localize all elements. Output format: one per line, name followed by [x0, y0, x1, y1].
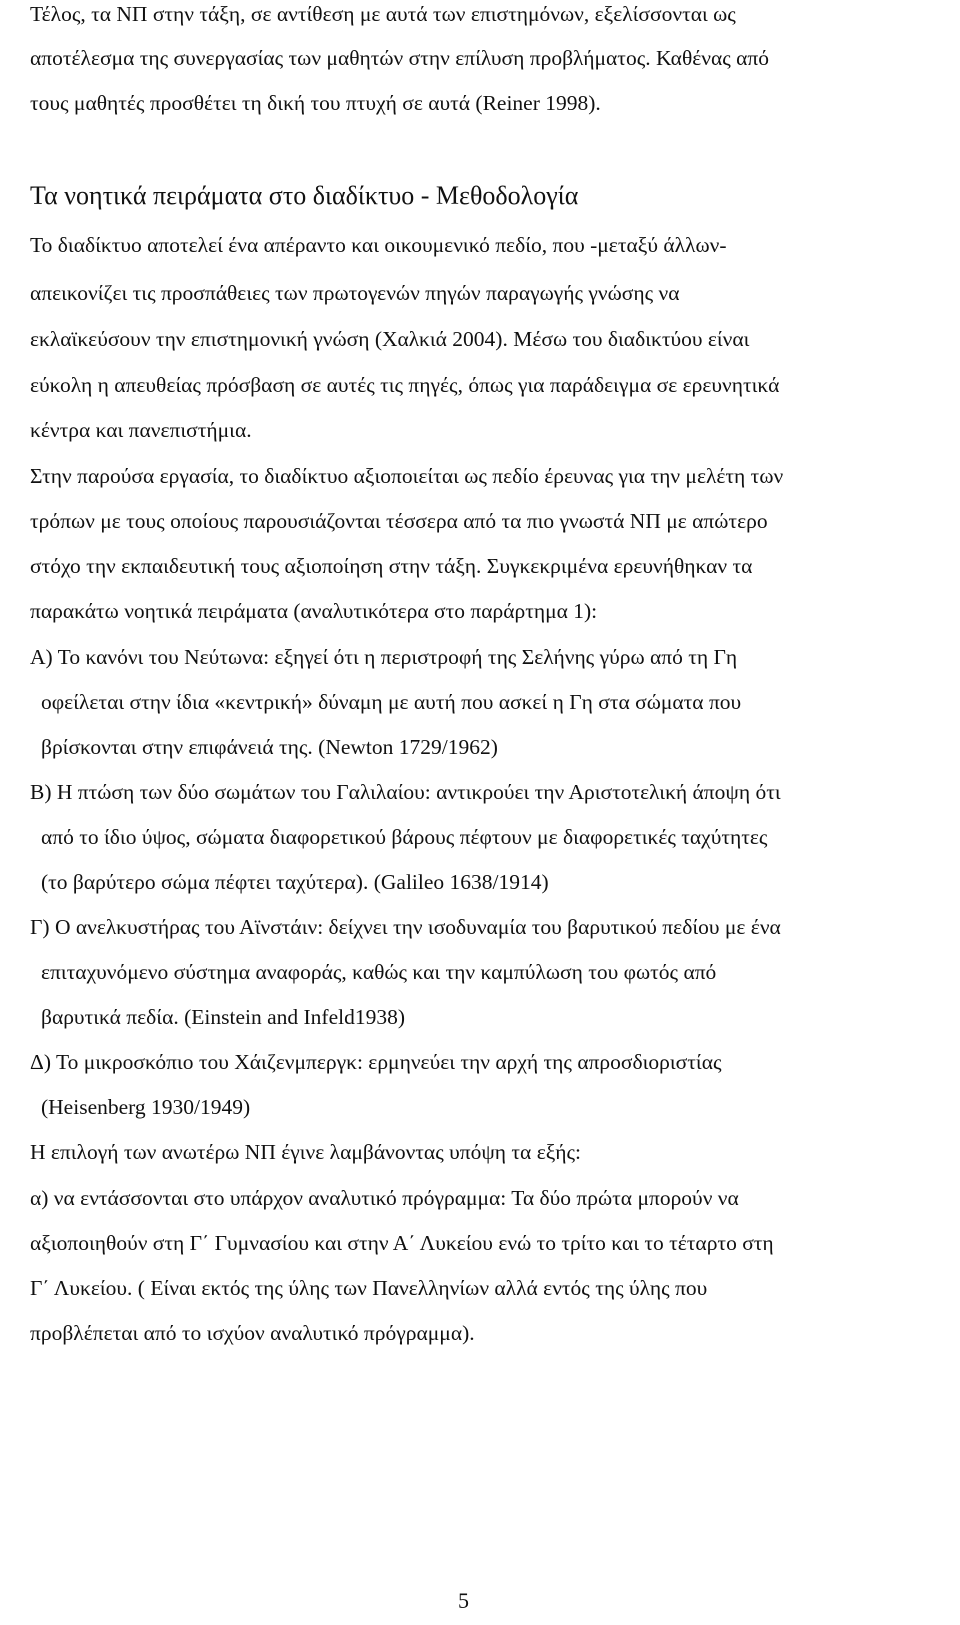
- paragraph1-line-4: εύκολη η απευθείας πρόσβαση σε αυτές τις πηγές, όπως για παράδειγμα σε ερευνητικά: [30, 373, 780, 397]
- paragraph3-line-2: α) να εντάσσονται στο υπάρχον αναλυτικό πρόγραμμα: Τα δύο πρώτα μπορούν να: [30, 1186, 739, 1210]
- list-item-d-line-2: (Heisenberg 1930/1949): [41, 1095, 251, 1119]
- paragraph1-line-5: κέντρα και πανεπιστήμια.: [30, 418, 252, 442]
- list-item-b-line-1: Β) Η πτώση των δύο σωμάτων του Γαλιλαίου: αντικρούει την Αριστοτελική άποψη ότι: [30, 780, 781, 804]
- paragraph2-line-3: στόχο την εκπαιδευτική τους αξιοποίηση στην τάξη. Συγκεκριμένα ερευνήθηκαν τα: [30, 554, 753, 578]
- paragraph1-line-1: Το διαδίκτυο αποτελεί ένα απέραντο και οικουμενικό πεδίο, που -μεταξύ άλλων-: [30, 233, 727, 257]
- intro-line-1: Τέλος, τα ΝΠ στην τάξη, σε αντίθεση με αυτά των επιστημόνων, εξελίσσονται ως: [30, 2, 736, 26]
- list-item-a-line-1: Α) Το κανόνι του Νεύτωνα: εξηγεί ότι η περιστροφή της Σελήνης γύρω από τη Γη: [30, 645, 738, 669]
- list-item-d-line-1: Δ) Το μικροσκόπιο του Χάιζενμπεργκ: ερμηνεύει την αρχή της απροσδιοριστίας: [30, 1050, 722, 1074]
- section-heading: Τα νοητικά πειράματα στο διαδίκτυο - Μεθοδολογία: [30, 181, 579, 210]
- paragraph2-line-1: Στην παρούσα εργασία, το διαδίκτυο αξιοποιείται ως πεδίο έρευνας για την μελέτη των: [30, 464, 784, 488]
- list-item-c-line-2: επιταχυνόμενο σύστημα αναφοράς, καθώς και την καμπύλωση του φωτός από: [41, 960, 717, 984]
- list-item-b-line-3: (το βαρύτερο σώμα πέφτει ταχύτερα). (Galileo 1638/1914): [41, 870, 549, 894]
- paragraph1-line-2: απεικονίζει τις προσπάθειες των πρωτογενών πηγών παραγωγής γνώσης να: [30, 281, 680, 305]
- list-item-a-line-3: βρίσκονται στην επιφάνειά της. (Newton 1729/1962): [41, 735, 498, 759]
- paragraph3-line-3: αξιοποιηθούν στη Γ΄ Γυμνασίου και στην Α΄ Λυκείου ενώ το τρίτο και το τέταρτο στη: [30, 1231, 774, 1255]
- intro-line-2: αποτέλεσμα της συνεργασίας των μαθητών στην επίλυση προβλήματος. Καθένας από: [30, 46, 770, 70]
- paragraph2-line-4: παρακάτω νοητικά πειράματα (αναλυτικότερα στο παράρτημα 1):: [30, 599, 598, 623]
- paragraph3-line-4: Γ΄ Λυκείου. ( Είναι εκτός της ύλης των Πανελληνίων αλλά εντός της ύλης που: [30, 1276, 708, 1300]
- list-item-c-line-1: Γ) Ο ανελκυστήρας του Αϊνστάιν: δείχνει την ισοδυναμία του βαρυτικού πεδίου με ένα: [30, 915, 781, 939]
- paragraph2-line-2: τρόπων με τους οποίους παρουσιάζονται τέσσερα από τα πιο γνωστά ΝΠ με απώτερο: [30, 509, 768, 533]
- list-item-c-line-3: βαρυτικά πεδία. (Einstein and Infeld1938): [41, 1005, 406, 1029]
- paragraph1-line-3: εκλαϊκεύσουν την επιστημονική γνώση (Χαλκιά 2004). Μέσω του διαδικτύου είναι: [30, 327, 750, 351]
- list-item-a-line-2: οφείλεται στην ίδια «κεντρική» δύναμη με αυτή που ασκεί η Γη στα σώματα που: [41, 690, 742, 714]
- page-number: 5: [458, 1588, 469, 1613]
- paragraph3-line-1: Η επιλογή των ανωτέρω ΝΠ έγινε λαμβάνοντας υπόψη τα εξής:: [30, 1140, 582, 1164]
- intro-line-3: τους μαθητές προσθέτει τη δική του πτυχή σε αυτά (Reiner 1998).: [30, 91, 601, 115]
- list-item-b-line-2: από το ίδιο ύψος, σώματα διαφορετικού βάρους πέφτουν με διαφορετικές ταχύτητες: [41, 825, 768, 849]
- paragraph3-line-5: προβλέπεται από το ισχύον αναλυτικό πρόγραμμα).: [30, 1321, 475, 1345]
